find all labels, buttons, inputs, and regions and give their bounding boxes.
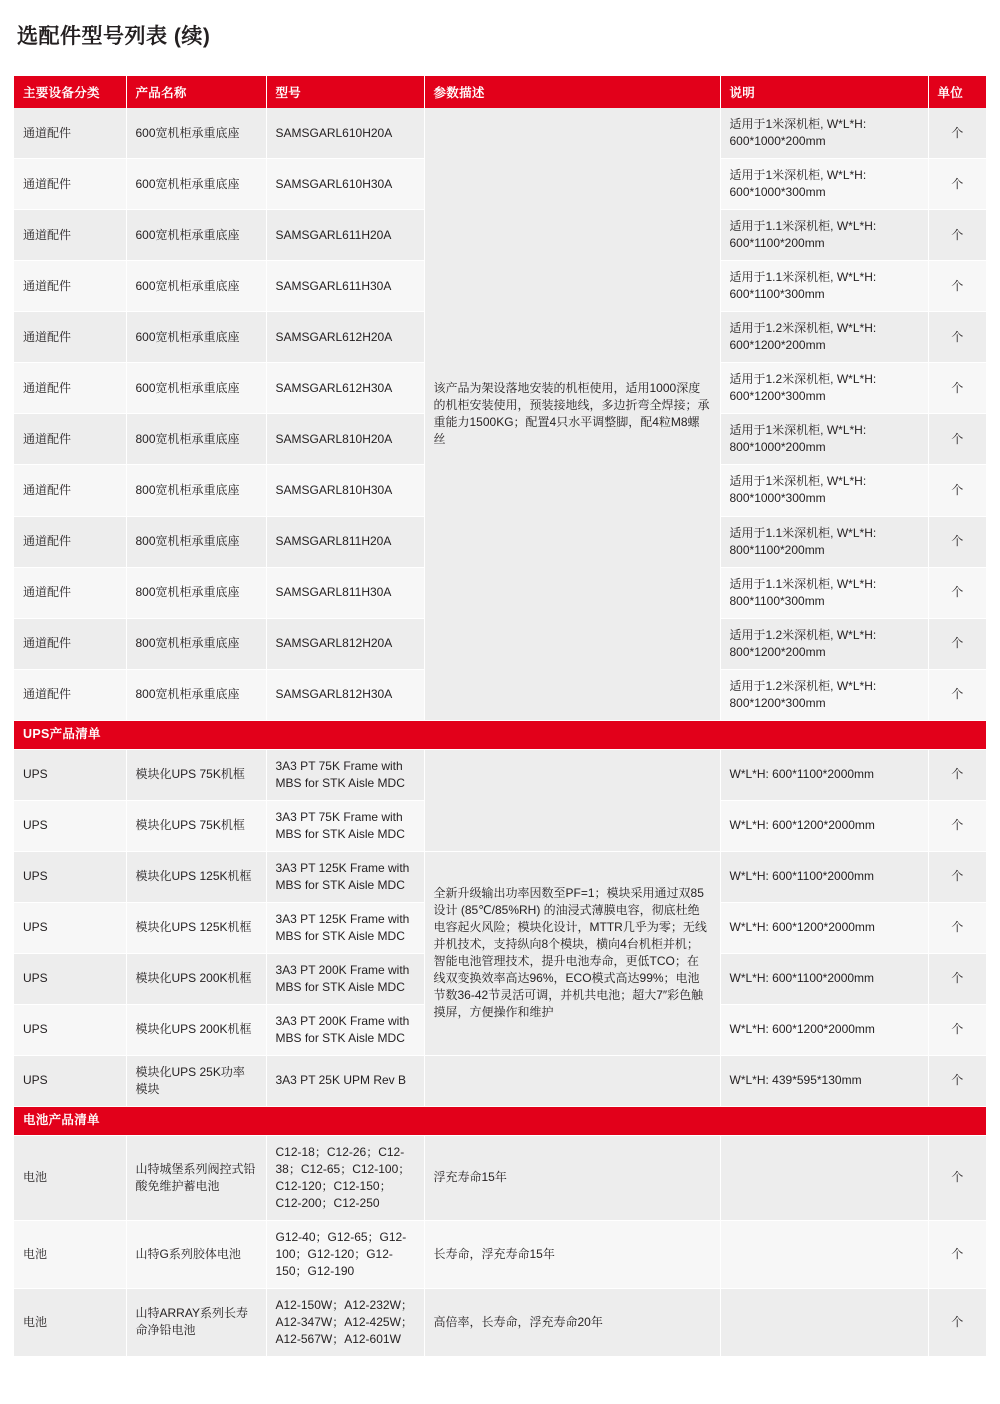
header-cell-parameters: 参数描述 (424, 76, 720, 108)
cell-description: W*L*H: 600*1100*2000mm (720, 851, 928, 902)
cell-unit: 个 (928, 261, 986, 312)
cell-product-name: 600宽机柜承重底座 (126, 363, 266, 414)
header-cell-product-name: 产品名称 (126, 76, 266, 108)
cell-parameters: 高倍率，长寿命，浮充寿命20年 (424, 1288, 720, 1356)
table-row (14, 851, 986, 902)
cell-unit: 个 (928, 108, 986, 159)
cell-unit: 个 (928, 1220, 986, 1288)
cell-model: 3A3 PT 200K Frame with MBS for STK Aisle MDC (266, 1004, 424, 1055)
cell-model: 3A3 PT 75K Frame with MBS for STK Aisle MDC (266, 749, 424, 800)
cell-category: UPS (14, 1055, 126, 1106)
cell-category: UPS (14, 902, 126, 953)
cell-model: SAMSGARL610H30A (266, 159, 424, 210)
cell-category: 电池 (14, 1135, 126, 1220)
spec-table (14, 76, 986, 1357)
cell-product-name: 600宽机柜承重底座 (126, 261, 266, 312)
cell-unit: 个 (928, 953, 986, 1004)
cell-product-name: 800宽机柜承重底座 (126, 567, 266, 618)
cell-description: 适用于1米深机柜, W*L*H: 600*1000*200mm (720, 108, 928, 159)
cell-model: SAMSGARL611H30A (266, 261, 424, 312)
header-cell-description: 说明 (720, 76, 928, 108)
cell-parameters-merged: 该产品为架设落地安装的机柜使用，适用1000深度的机柜安装使用，预装接地线，多边折弯全焊接；承重能力1500KG；配置4只水平调整脚，配4粒M8螺丝 (424, 108, 720, 720)
cell-unit: 个 (928, 902, 986, 953)
cell-category: 电池 (14, 1220, 126, 1288)
cell-unit: 个 (928, 414, 986, 465)
cell-product-name: 800宽机柜承重底座 (126, 516, 266, 567)
cell-model: 3A3 PT 25K UPM Rev B (266, 1055, 424, 1106)
cell-model: SAMSGARL612H30A (266, 363, 424, 414)
cell-description: 适用于1米深机柜, W*L*H: 600*1000*300mm (720, 159, 928, 210)
table-row (14, 1055, 986, 1106)
cell-model: A12-150W；A12-232W；A12-347W；A12-425W；A12-567W；A12-601W (266, 1288, 424, 1356)
cell-category: UPS (14, 800, 126, 851)
cell-description: 适用于1.2米深机柜, W*L*H: 800*1200*200mm (720, 618, 928, 669)
cell-description (720, 1288, 928, 1356)
cell-unit: 个 (928, 618, 986, 669)
cell-model: SAMSGARL610H20A (266, 108, 424, 159)
cell-category: UPS (14, 1004, 126, 1055)
page-title: 选配件型号列表 (续) (17, 25, 211, 48)
cell-model: SAMSGARL812H30A (266, 669, 424, 720)
cell-description: W*L*H: 600*1200*2000mm (720, 902, 928, 953)
cell-product-name: 800宽机柜承重底座 (126, 669, 266, 720)
cell-model: SAMSGARL611H20A (266, 210, 424, 261)
cell-model: SAMSGARL810H20A (266, 414, 424, 465)
cell-category: 通道配件 (14, 414, 126, 465)
table-header (14, 76, 986, 108)
cell-product-name: 600宽机柜承重底座 (126, 312, 266, 363)
cell-description: 适用于1.2米深机柜, W*L*H: 600*1200*200mm (720, 312, 928, 363)
cell-category: 通道配件 (14, 159, 126, 210)
header-cell-model: 型号 (266, 76, 424, 108)
section-title: UPS产品清单 (14, 720, 986, 749)
cell-category: 通道配件 (14, 108, 126, 159)
cell-unit: 个 (928, 465, 986, 516)
cell-description: W*L*H: 439*595*130mm (720, 1055, 928, 1106)
cell-model: SAMSGARL612H20A (266, 312, 424, 363)
cell-product-name: 800宽机柜承重底座 (126, 618, 266, 669)
cell-description: 适用于1.1米深机柜, W*L*H: 600*1100*200mm (720, 210, 928, 261)
header-cell-category: 主要设备分类 (14, 76, 126, 108)
cell-category: 通道配件 (14, 261, 126, 312)
cell-category: 通道配件 (14, 363, 126, 414)
cell-description (720, 1220, 928, 1288)
cell-category: 通道配件 (14, 312, 126, 363)
section-header-battery (14, 1106, 986, 1135)
cell-product-name: 模块化UPS 75K机框 (126, 749, 266, 800)
cell-description (720, 1135, 928, 1220)
cell-product-name: 800宽机柜承重底座 (126, 465, 266, 516)
cell-category: 通道配件 (14, 465, 126, 516)
cell-unit: 个 (928, 312, 986, 363)
cell-product-name: 600宽机柜承重底座 (126, 108, 266, 159)
cell-description: W*L*H: 600*1200*2000mm (720, 800, 928, 851)
cell-model: SAMSGARL810H30A (266, 465, 424, 516)
cell-product-name: 模块化UPS 125K机框 (126, 851, 266, 902)
cell-description: W*L*H: 600*1100*2000mm (720, 749, 928, 800)
cell-product-name: 模块化UPS 200K机框 (126, 953, 266, 1004)
cell-description: 适用于1.1米深机柜, W*L*H: 600*1100*300mm (720, 261, 928, 312)
header-row (14, 76, 986, 108)
cell-product-name: 模块化UPS 75K机框 (126, 800, 266, 851)
cell-model: SAMSGARL811H30A (266, 567, 424, 618)
cell-model: SAMSGARL812H20A (266, 618, 424, 669)
cell-unit: 个 (928, 159, 986, 210)
cell-unit: 个 (928, 669, 986, 720)
cell-model: 3A3 PT 75K Frame with MBS for STK Aisle MDC (266, 800, 424, 851)
cell-category: 通道配件 (14, 210, 126, 261)
cell-product-name: 山特G系列胶体电池 (126, 1220, 266, 1288)
cell-unit: 个 (928, 210, 986, 261)
cell-model: SAMSGARL811H20A (266, 516, 424, 567)
cell-category: UPS (14, 749, 126, 800)
cell-unit: 个 (928, 1135, 986, 1220)
cell-description: 适用于1.1米深机柜, W*L*H: 800*1100*200mm (720, 516, 928, 567)
table-body (14, 108, 986, 1357)
cell-product-name: 山特ARRAY系列长寿命净铅电池 (126, 1288, 266, 1356)
cell-parameters: 长寿命，浮充寿命15年 (424, 1220, 720, 1288)
cell-description: 适用于1米深机柜, W*L*H: 800*1000*300mm (720, 465, 928, 516)
cell-product-name: 模块化UPS 25K功率模块 (126, 1055, 266, 1106)
cell-category: 通道配件 (14, 618, 126, 669)
table-row (14, 749, 986, 800)
cell-model: 3A3 PT 200K Frame with MBS for STK Aisle MDC (266, 953, 424, 1004)
cell-unit: 个 (928, 516, 986, 567)
cell-description: 适用于1米深机柜, W*L*H: 800*1000*200mm (720, 414, 928, 465)
cell-unit: 个 (928, 567, 986, 618)
cell-category: 通道配件 (14, 669, 126, 720)
cell-description: 适用于1.1米深机柜, W*L*H: 800*1100*300mm (720, 567, 928, 618)
cell-category: UPS (14, 953, 126, 1004)
cell-unit: 个 (928, 363, 986, 414)
cell-unit: 个 (928, 1288, 986, 1356)
cell-model: 3A3 PT 125K Frame with MBS for STK Aisle MDC (266, 851, 424, 902)
table-row (14, 1288, 986, 1356)
cell-description: 适用于1.2米深机柜, W*L*H: 800*1200*300mm (720, 669, 928, 720)
cell-parameters-empty (424, 749, 720, 851)
table-row (14, 1135, 986, 1220)
section-header-ups (14, 720, 986, 749)
cell-product-name: 模块化UPS 200K机框 (126, 1004, 266, 1055)
cell-model: C12-18；C12-26；C12-38；C12-65；C12-100；C12-120；C12-150；C12-200；C12-250 (266, 1135, 424, 1220)
cell-model: 3A3 PT 125K Frame with MBS for STK Aisle MDC (266, 902, 424, 953)
table-row (14, 108, 986, 159)
cell-category: 通道配件 (14, 567, 126, 618)
cell-product-name: 山特城堡系列阀控式铅酸免维护蓄电池 (126, 1135, 266, 1220)
section-title: 电池产品清单 (14, 1106, 986, 1135)
table-row (14, 1220, 986, 1288)
cell-unit: 个 (928, 851, 986, 902)
cell-category: UPS (14, 851, 126, 902)
cell-product-name: 模块化UPS 125K机框 (126, 902, 266, 953)
cell-category: 电池 (14, 1288, 126, 1356)
cell-parameters: 浮充寿命15年 (424, 1135, 720, 1220)
cell-description: W*L*H: 600*1200*2000mm (720, 1004, 928, 1055)
cell-product-name: 800宽机柜承重底座 (126, 414, 266, 465)
cell-model: G12-40；G12-65；G12-100；G12-120；G12-150；G12-190 (266, 1220, 424, 1288)
cell-unit: 个 (928, 800, 986, 851)
cell-parameters-merged: 全新升级输出功率因数至PF=1；模块采用通过双85设计 (85℃/85%RH) 的油浸式薄膜电容，彻底杜绝电容起火风险；模块化设计，MTTR几乎为零；无线并机技术，支持纵向8个模块，横向4台机柜并机；智能电池管理技术，提升电池寿命，更低TCO；在线双变换效率高达96%，ECO模式高达99%；电池节数36-42节灵活可调，并机共电池；超大7″彩色触摸屏，方便操作和维护 (424, 851, 720, 1055)
cell-category: 通道配件 (14, 516, 126, 567)
cell-unit: 个 (928, 1055, 986, 1106)
cell-parameters-empty (424, 1055, 720, 1106)
cell-description: W*L*H: 600*1100*2000mm (720, 953, 928, 1004)
cell-product-name: 600宽机柜承重底座 (126, 210, 266, 261)
cell-description: 适用于1.2米深机柜, W*L*H: 600*1200*300mm (720, 363, 928, 414)
cell-unit: 个 (928, 749, 986, 800)
cell-product-name: 600宽机柜承重底座 (126, 159, 266, 210)
header-cell-unit: 单位 (928, 76, 986, 108)
cell-unit: 个 (928, 1004, 986, 1055)
